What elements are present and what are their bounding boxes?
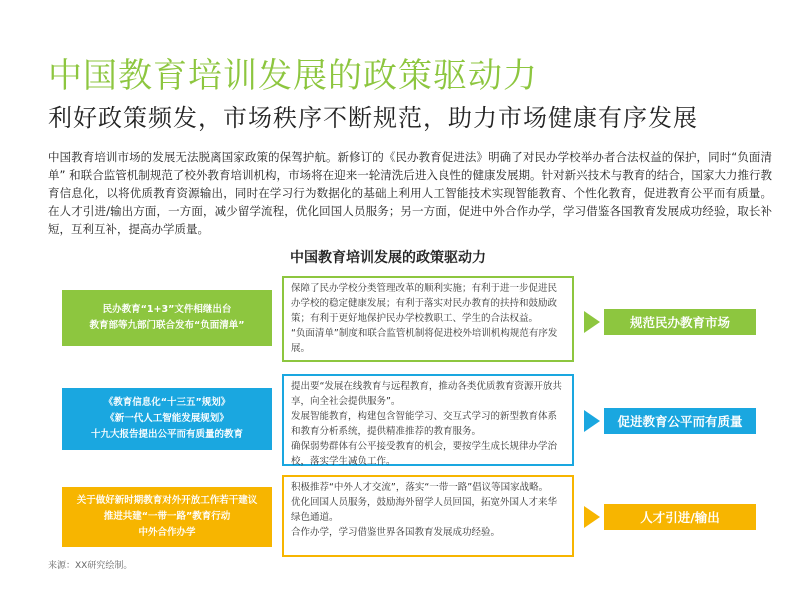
outcome-box-education-equity: 促进教育公平而有质量: [604, 408, 756, 434]
policy-label: 《新一代人工智能发展规划》: [105, 413, 229, 424]
policy-box-education-informatization: [62, 388, 272, 450]
policy-label: 教育部等九部门联合发布“负面清单”: [89, 320, 245, 331]
detail-text: 积极推荐“中外人才交流”，落实“一带一路”倡议等国家战略。: [291, 482, 549, 493]
detail-box-education-informatization: [282, 374, 574, 466]
outcome-box-talent-flow: 人才引进/输出: [604, 504, 756, 530]
page-subtitle: 利好政策频发，市场秩序不断规范，助力市场健康有序发展: [48, 104, 698, 132]
detail-box-private-education: [282, 276, 574, 362]
policy-label: 中外合作办学: [138, 527, 196, 538]
policy-label: 《教育信息化“十三五”规划》: [103, 397, 231, 408]
policy-label: 民办教育“1+3”文件相继出台: [102, 304, 232, 315]
detail-text: 确保弱势群体有公平接受教育的机会，要按学生成长规律办学治校，落实学生减负工作。: [291, 441, 558, 467]
source-note: 来源：XX研究绘制。: [48, 561, 133, 571]
arrow-right-icon: [584, 506, 600, 528]
arrow-right-icon: [584, 410, 600, 432]
arrow-right-icon: [584, 311, 600, 333]
policy-box-talent-exchange: [62, 487, 272, 547]
diagram-title: 中国教育培训发展的政策驱动力: [290, 250, 486, 266]
detail-box-talent-exchange: [282, 475, 574, 557]
detail-text: 合作办学，学习借鉴世界各国教育发展成功经验。: [291, 527, 501, 538]
policy-label: 推进共建“一带一路”教育行动: [103, 511, 231, 522]
policy-box-private-education: [62, 290, 272, 346]
detail-text: 发展智能教育，构建包含智能学习、交互式学习的新型教育体系和教育分析系统，提供精准推荐的教育服务。: [291, 411, 558, 437]
policy-label: 关于做好新时期教育对外开放工作若干建议: [76, 495, 258, 506]
detail-text: 保障了民办学校分类管理改革的顺利实施；有利于进一步促进民办学校的稳定健康发展；有利于落实对民办教育的扶持和鼓励政策；有利于更好地保护民办学校教职工、学生的合法权益。: [291, 283, 558, 324]
policy-label: 十九大报告提出公平而有质量的教育: [90, 429, 243, 440]
detail-text: 优化回国人员服务，鼓励海外留学人员回国，拓宽外国人才来华绿色通道。: [291, 497, 558, 523]
detail-text: 提出要“发展在线教育与远程教育，推动各类优质教育资源开放共享，向全社会提供服务”。: [291, 381, 562, 407]
outcome-box-regulate-market: 规范民办教育市场: [604, 309, 756, 335]
page-title: 中国教育培训发展的政策驱动力: [48, 56, 538, 96]
intro-paragraph: 中国教育培训市场的发展无法脱离国家政策的保驾护航。新修订的《民办教育促进法》明确了对民办学校举办者合法权益的保护，同时“负面清单” 和联合监管机制规范了校外教育培训机构，市场将在迎来一轮清洗后进入良性的健康发展期。针对新兴技术与教育的结合，国家大力推行教育信息化，以将优质教育资源输出，同时在学习行为数据化的基础上利用人工智能技术实现智能教育、个性化教育，促进教育公平而有质量。在人才引进/输出方面，一方面，减少留学流程，优化回国人员服务；另一方面，促进中外合作办学，学习借鉴各国教育发展成功经验，取长补短，互利互补，提高办学质量。: [48, 150, 772, 236]
detail-text: “负面清单”制度和联合监管机制将促进校外培训机构规范有序发展。: [291, 328, 558, 354]
